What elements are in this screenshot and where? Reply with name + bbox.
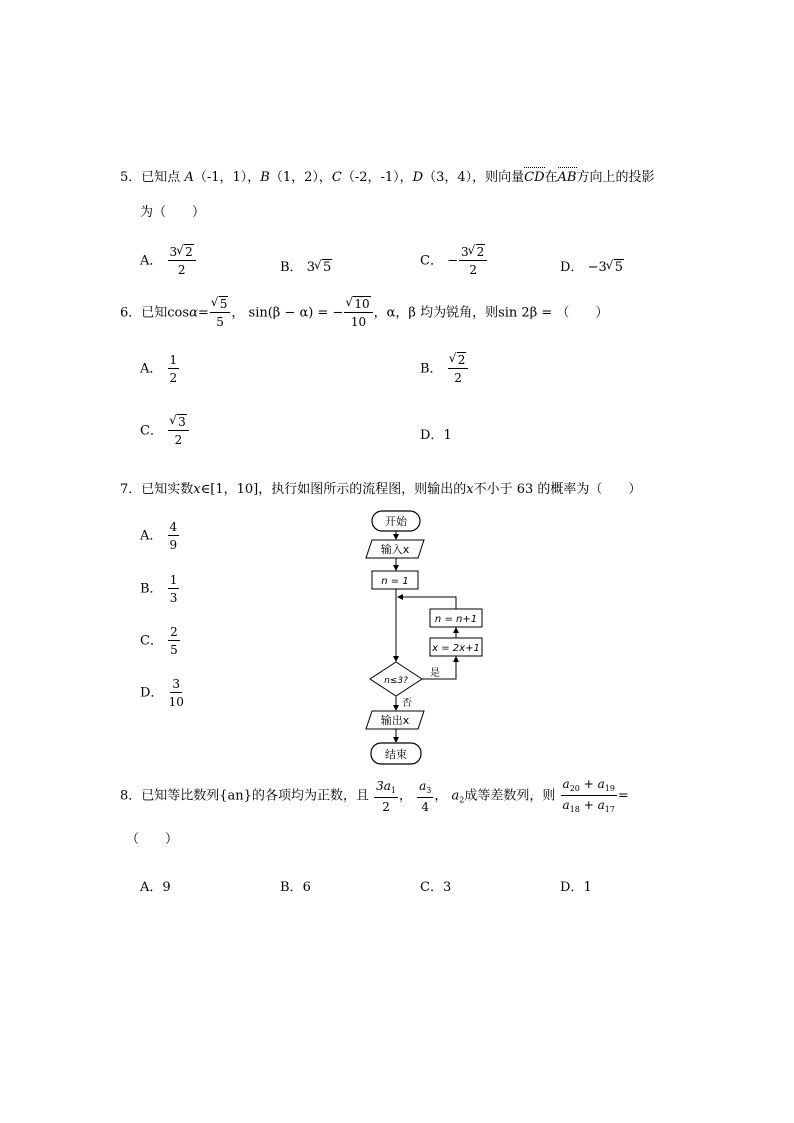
- stem-text: sin 2β = （ ）: [498, 305, 609, 321]
- fraction: $\frac{2}{5}$: [170, 625, 178, 657]
- stem-text: ， sin(β − α) = −: [231, 305, 344, 321]
- fraction: √ $\frac{10}{10}$: [344, 298, 372, 328]
- question-number: 8．: [120, 788, 142, 804]
- question-6-stem: [120, 298, 608, 328]
- stem-text: 已知点: [141, 170, 181, 185]
- point-label: C: [331, 170, 342, 185]
- end-text: 结束: [385, 748, 407, 761]
- option-label: D．: [140, 685, 164, 701]
- option-label: C．: [420, 253, 443, 269]
- question-8-stem: 8．已知等比数列{an}的各项均为正数，且 $\frac{3a_1}{2}$ ， $\frac{a_3}{4}$ ， $a_2$成等差数列，则 $\frac{a_{20} + a_{19}}{a_{18} + a_{17}}$ =: [120, 777, 629, 814]
- option-label: A．: [140, 880, 163, 895]
- variable-x: x: [193, 482, 201, 497]
- equals: =: [197, 305, 209, 321]
- option-label: D．: [560, 880, 584, 895]
- option-label: B．: [280, 260, 303, 275]
- q7-option-b[interactable]: [140, 574, 180, 604]
- point-coords: （-1，1），: [193, 170, 261, 185]
- fraction: $\frac{3√ 2}{2}$: [459, 246, 487, 276]
- comma: ，: [434, 788, 448, 804]
- question-5-stem-line2: 为（ ）: [140, 205, 206, 220]
- q8-option-a[interactable]: [140, 876, 171, 895]
- option-label: A．: [140, 528, 163, 544]
- question-8-stem-line2: （ ）: [126, 832, 179, 847]
- equals: =: [617, 788, 629, 804]
- point-label: A: [184, 170, 194, 185]
- q6-option-c[interactable]: [140, 416, 190, 446]
- q5-option-b[interactable]: [280, 256, 332, 275]
- option-label: C．: [420, 880, 443, 895]
- q5-option-a[interactable]: [140, 246, 197, 276]
- term-a2: a: [451, 788, 460, 804]
- flowchart: [360, 506, 490, 770]
- fraction: $\frac{3√ 2}{2}$: [168, 246, 196, 276]
- output-text: 输出x: [380, 714, 410, 727]
- q7-option-c[interactable]: [140, 626, 181, 656]
- stem-text: 已知实数: [141, 482, 194, 497]
- q6-option-b[interactable]: [420, 354, 469, 384]
- question-5-stem: [120, 166, 655, 185]
- q8-option-c[interactable]: [420, 876, 451, 895]
- option-label: B．: [280, 880, 303, 895]
- stem-text: ∈[1，10]，执行如图所示的流程图，则输出的: [200, 482, 467, 497]
- alpha-symbol: α: [189, 305, 198, 321]
- fraction: $\frac{3}{10}$: [168, 677, 184, 709]
- q5-option-d[interactable]: [560, 256, 624, 275]
- stem-text: 已知cos: [141, 305, 190, 321]
- question-7-stem: [120, 478, 641, 497]
- option-value: 9: [162, 880, 171, 895]
- subscript: 2: [459, 795, 465, 805]
- option-value: 1: [443, 428, 452, 443]
- q8-option-b[interactable]: [280, 876, 311, 895]
- option-label: D．: [420, 428, 444, 443]
- condition-text: n≤3?: [384, 676, 408, 686]
- option-label: C．: [140, 423, 163, 439]
- point-label: D: [412, 170, 424, 185]
- vector-cd: CD: [524, 170, 545, 185]
- fraction: $\frac{3a_1}{2}$: [376, 778, 396, 814]
- q8-option-d[interactable]: [560, 876, 592, 895]
- q6-option-a[interactable]: [140, 354, 180, 384]
- fraction: √ $\frac{5}{5}$: [210, 298, 231, 328]
- point-coords: （-2，-1），: [341, 170, 413, 185]
- fraction: $\frac{4}{9}$: [169, 520, 178, 552]
- option-label: A．: [140, 361, 163, 377]
- option-label: B．: [140, 581, 163, 597]
- option-label: B．: [420, 361, 443, 377]
- no-label: 否: [402, 698, 412, 709]
- q7-option-d[interactable]: [140, 678, 185, 708]
- point-coords: （1，2），: [269, 170, 332, 185]
- fraction: $\frac{1}{3}$: [169, 573, 178, 605]
- vector-ab: AB: [557, 170, 577, 185]
- question-number: 6．: [120, 305, 142, 321]
- question-number: 7．: [120, 482, 142, 497]
- fraction: $\frac{a_3}{4}$: [419, 778, 432, 814]
- stem-text: 已知等比数列{an}的各项均为正数，且: [141, 788, 369, 804]
- stem-text: 方向上的投影: [576, 170, 655, 185]
- option-label: A．: [140, 253, 163, 269]
- radical: √ 5: [607, 260, 624, 275]
- coefficient: −3: [587, 260, 607, 275]
- stem-text: 在: [544, 170, 558, 185]
- minus-sign: −: [447, 253, 458, 269]
- q5-option-c[interactable]: [420, 246, 488, 276]
- coefficient: 3: [306, 260, 315, 275]
- stem-text: 成等差数列，则: [464, 788, 556, 804]
- init-text: n = 1: [381, 576, 409, 587]
- option-value: 6: [302, 880, 311, 895]
- assign-n-text: n = n+1: [434, 614, 478, 625]
- option-value: 1: [583, 880, 592, 895]
- option-label: D．: [560, 260, 584, 275]
- point-label: B: [260, 170, 270, 185]
- variable-x: x: [466, 482, 474, 497]
- fraction: √ $\frac{3}{2}$: [168, 416, 189, 446]
- fraction: $\frac{1}{2}$: [169, 353, 178, 385]
- stem-text: 不小于 63 的概率为（ ）: [473, 482, 642, 497]
- fraction: √ $\frac{2}{2}$: [448, 354, 469, 384]
- start-text: 开始: [385, 515, 407, 528]
- q7-option-a[interactable]: [140, 521, 180, 551]
- radical: √ 5: [315, 260, 332, 275]
- input-text: 输入x: [380, 543, 410, 556]
- assign-x-text: x = 2x+1: [432, 643, 480, 654]
- ratio-fraction: $\frac{a_{20} + a_{19}}{a_{18} + a_{17}}$: [562, 777, 615, 814]
- yes-label: 是: [430, 668, 440, 679]
- point-coords: （3，4），: [423, 170, 486, 185]
- stem-text: 则向量: [485, 170, 525, 185]
- q6-option-d[interactable]: [420, 424, 452, 443]
- option-label: C．: [140, 633, 163, 649]
- question-number: 5．: [120, 170, 142, 185]
- stem-text: ，α，β 均为锐角，则: [373, 305, 499, 321]
- option-value: 3: [442, 880, 452, 895]
- loop-back-arrow: [398, 597, 456, 609]
